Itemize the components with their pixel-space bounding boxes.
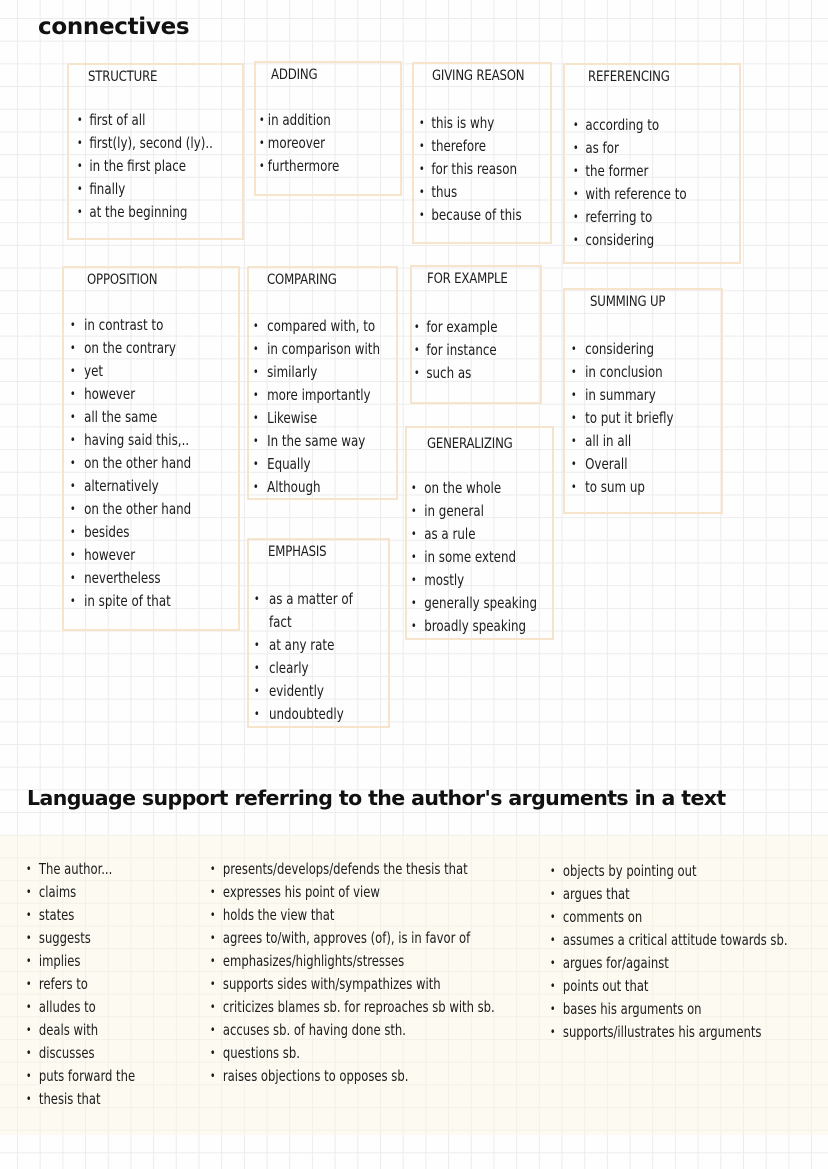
section-title-language-support: Language support referring to the author's arguments in a text	[27, 786, 726, 810]
list-item: • presents/develops/defends the thesis that	[210, 858, 495, 881]
list-item: • alternatively	[70, 475, 216, 498]
list-item: • broadly speaking	[411, 615, 533, 638]
list-item: • Equally	[253, 453, 377, 476]
list-item: • raises objections to opposes sb.	[210, 1065, 495, 1088]
list-item: • similarly	[253, 361, 377, 384]
language-column-3	[550, 860, 826, 1044]
list-item: • on the contrary	[70, 337, 216, 360]
list-item: • first(ly), second (ly)..	[77, 132, 220, 155]
list-item: • considering	[571, 338, 701, 361]
list-item: • nevertheless	[70, 567, 216, 590]
box-title: SUMMING UP	[590, 294, 666, 310]
item-list	[70, 314, 236, 613]
language-column-1	[26, 858, 153, 1111]
list-item: • expresses his point of view	[210, 881, 495, 904]
item-list	[419, 112, 548, 227]
box-giving-reason	[412, 62, 552, 244]
box-title: GIVING REASON	[432, 68, 525, 84]
list-item: • in summary	[571, 384, 701, 407]
item-list	[571, 338, 719, 499]
list-item: • the former	[573, 160, 717, 183]
list-item-continuation: fact	[268, 613, 292, 631]
list-item: • alludes to	[26, 996, 135, 1019]
list-item: • thesis that	[26, 1088, 135, 1111]
item-list	[573, 114, 737, 252]
list-item: • having said this,..	[70, 429, 216, 452]
list-item: • undoubtedly	[254, 703, 370, 726]
list-item: • generally speaking	[411, 592, 533, 615]
box-generalizing	[405, 426, 554, 640]
list-item: • however	[70, 383, 216, 406]
item-list	[414, 316, 538, 385]
list-item: • for this reason	[419, 158, 533, 181]
list-item: • bases his arguments on	[550, 998, 788, 1021]
list-item: • puts forward the	[26, 1065, 135, 1088]
list-item: • holds the view that	[210, 904, 495, 927]
list-item: • finally	[77, 178, 220, 201]
list-item: • at the beginning	[77, 201, 220, 224]
list-item: • to sum up	[571, 476, 701, 499]
box-opposition	[62, 266, 240, 631]
list-item: • moreover	[259, 132, 381, 155]
list-item: • yet	[70, 360, 216, 383]
list-item: • referring to	[573, 206, 717, 229]
list-item: • questions sb.	[210, 1042, 495, 1065]
box-structure	[67, 63, 244, 240]
list-item: • emphasizes/highlights/stresses	[210, 950, 495, 973]
box-title: ADDING	[271, 67, 318, 83]
list-item: • deals with	[26, 1019, 135, 1042]
box-for-example	[410, 265, 542, 404]
list-item: • suggests	[26, 927, 135, 950]
list-item: • because of this	[419, 204, 533, 227]
list-item: • clearly	[254, 657, 370, 680]
list-item: • such as	[414, 362, 523, 385]
list-item: • all the same	[70, 406, 216, 429]
list-item: • however	[70, 544, 216, 567]
list-item: • supports sides with/sympathizes with	[210, 973, 495, 996]
list-item: • evidently	[254, 680, 370, 703]
item-list	[254, 588, 386, 726]
list-item: • therefore	[419, 135, 533, 158]
box-title: STRUCTURE	[88, 69, 158, 85]
list-item: • for example	[414, 316, 523, 339]
list-item: • implies	[26, 950, 135, 973]
list-item: • Overall	[571, 453, 701, 476]
list-item: • in some extend	[411, 546, 533, 569]
list-item: • in the first place	[77, 155, 220, 178]
box-adding	[254, 61, 402, 196]
list-item: • all in all	[571, 430, 701, 453]
list-item: • in general	[411, 500, 533, 523]
list-item: • on the other hand	[70, 452, 216, 475]
list-item: • states	[26, 904, 135, 927]
list-item: • as a rule	[411, 523, 533, 546]
list-item: • more importantly	[253, 384, 377, 407]
list-item: • argues for/against	[550, 952, 788, 975]
list-item: • furthermore	[259, 155, 381, 178]
item-list	[253, 315, 394, 499]
item-list	[259, 109, 398, 178]
list-item: • mostly	[411, 569, 533, 592]
list-item: • argues that	[550, 883, 788, 906]
list-item: • on the other hand	[70, 498, 216, 521]
list-item: • objects by pointing out	[550, 860, 788, 883]
list-item: • refers to	[26, 973, 135, 996]
list-item: • discusses	[26, 1042, 135, 1065]
box-comparing	[247, 266, 398, 500]
list-item: • in spite of that	[70, 590, 216, 613]
box-title: FOR EXAMPLE	[427, 271, 508, 287]
list-item: • assumes a critical attitude towards sb.	[550, 929, 788, 952]
list-item: • first of all	[77, 109, 220, 132]
list-item: • in comparison with	[253, 338, 377, 361]
page-title-connectives: connectives	[38, 14, 190, 40]
list-item: • at any rate	[254, 634, 370, 657]
box-title: GENERALIZING	[427, 436, 513, 452]
list-item: • compared with, to	[253, 315, 377, 338]
item-list	[77, 109, 240, 224]
box-summing-up	[563, 288, 723, 514]
list-item: • points out that	[550, 975, 788, 998]
list-item: • Although	[253, 476, 377, 499]
box-referencing	[563, 63, 741, 264]
list-item: • as a matter of	[254, 588, 370, 611]
list-item: • as for	[573, 137, 717, 160]
list-item: • considering	[573, 229, 717, 252]
list-item: • Likewise	[253, 407, 377, 430]
box-title: OPPOSITION	[87, 272, 158, 288]
list-item: • in contrast to	[70, 314, 216, 337]
list-item: • to put it briefly	[571, 407, 701, 430]
list-item: • criticizes blames sb. for reproaches sb with sb.	[210, 996, 495, 1019]
list-item: • claims	[26, 881, 135, 904]
list-item: • comments on	[550, 906, 788, 929]
list-item: • accuses sb. of having done sth.	[210, 1019, 495, 1042]
list-item: • with reference to	[573, 183, 717, 206]
list-item: • besides	[70, 521, 216, 544]
list-item: • this is why	[419, 112, 533, 135]
list-item: • in addition	[259, 109, 381, 132]
list-item: • in conclusion	[571, 361, 701, 384]
box-title: REFERENCING	[588, 69, 670, 85]
list-item: • agrees to/with, approves (of), is in favor of	[210, 927, 495, 950]
language-column-2	[210, 858, 541, 1088]
list-item: • supports/illustrates his arguments	[550, 1021, 788, 1044]
list-item: • thus	[419, 181, 533, 204]
list-item: • In the same way	[253, 430, 377, 453]
item-list	[411, 477, 550, 638]
box-emphasis	[247, 538, 390, 728]
list-item: • for instance	[414, 339, 523, 362]
box-title: COMPARING	[267, 272, 337, 288]
list-item: • on the whole	[411, 477, 533, 500]
list-item: • The author...	[26, 858, 135, 881]
box-title: EMPHASIS	[268, 544, 327, 560]
list-item: • according to	[573, 114, 717, 137]
